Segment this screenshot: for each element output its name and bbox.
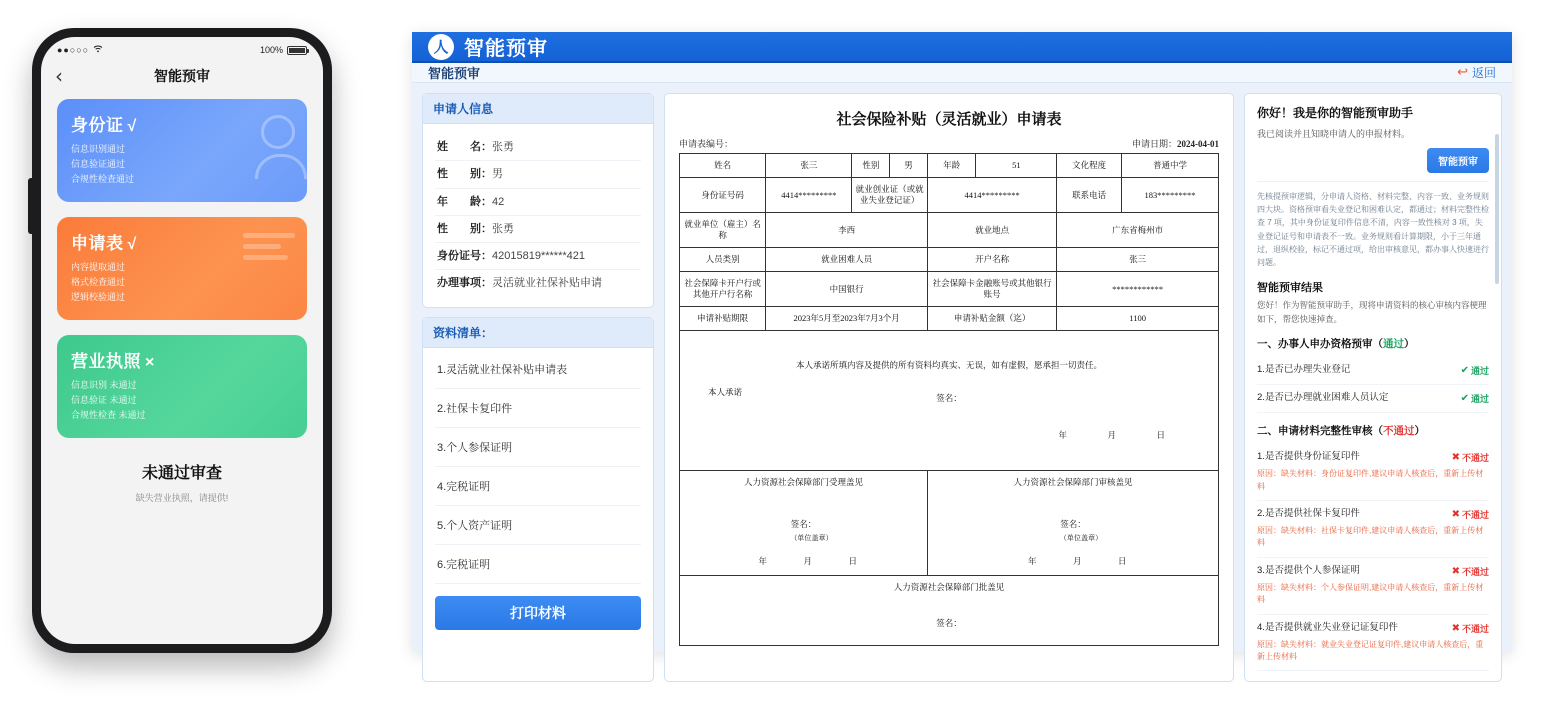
list-item[interactable]: 6.完税证明 [435, 545, 641, 584]
pledge-cell [680, 331, 1219, 471]
check-item [1257, 357, 1489, 385]
left-column [422, 93, 654, 682]
field-label: 姓 名： [437, 141, 492, 153]
cell-value: 4414********* [927, 178, 1056, 213]
review-opinion-title: 人力资源社会保障部门审核盖见 [1013, 477, 1133, 488]
cell-value: 51 [976, 154, 1057, 178]
card-line: 信息验证 未通过 [71, 395, 137, 406]
print-materials-button[interactable]: 打印材料 [435, 596, 641, 630]
check-circle-icon: ✔ [1460, 393, 1469, 405]
applicant-info-panel [422, 93, 654, 308]
field-label: 性 别： [437, 222, 492, 235]
check-row [1257, 392, 1489, 405]
field-value: 男 [492, 168, 503, 181]
assistant-greeting: 你好！我是你的智能预审助手 [1257, 106, 1414, 120]
status-badge: ✔ 通过 [1460, 365, 1489, 377]
check-label: 3.是否提供个人参保证明 [1257, 564, 1360, 576]
list-item[interactable]: 3.个人参保证明 [435, 428, 641, 467]
check-item [1257, 615, 1489, 672]
form-meta [679, 137, 1219, 150]
document-list-title: 资料清单： [423, 318, 653, 348]
application-form-table [679, 153, 1219, 646]
document-items [423, 348, 653, 584]
accept-opinion-title: 人力资源社会保障部门受理盖见 [743, 477, 863, 488]
phone-nav-bar [41, 59, 323, 93]
cell-label: 性别 [852, 154, 890, 178]
form-preview-panel[interactable] [664, 93, 1234, 682]
check-row [1257, 364, 1489, 377]
phone-mockup [32, 28, 332, 653]
cell-label: 姓名 [680, 154, 766, 178]
phone-content [41, 93, 323, 504]
check-item [1257, 501, 1489, 558]
print-button-wrap [423, 584, 653, 642]
cell-value: 普通中学 [1121, 154, 1218, 178]
assistant-panel [1244, 93, 1502, 682]
check-row [1257, 451, 1489, 464]
check-item [1257, 385, 1489, 413]
status-badge: ✖ 不通过 [1451, 452, 1489, 464]
check-reason: 原因：缺失材料：社保卡复印件,建议申请人核查后，重新上传材料 [1257, 526, 1484, 548]
battery-label: 100% [259, 45, 283, 55]
check-label: 1.是否已办理失业登记 [1257, 364, 1351, 376]
check-row [1257, 565, 1489, 578]
table-row [680, 248, 1219, 272]
sub-toolbar [412, 63, 1512, 83]
assistant-content [1245, 94, 1501, 681]
list-item[interactable]: 4.完税证明 [435, 467, 641, 506]
result-section-title: 智能预审结果 [1257, 282, 1323, 295]
cell-value: 4414********* [766, 178, 852, 213]
pledge-signature-label: 签名： [936, 393, 962, 404]
card-line: 信息识别 未通过 [71, 380, 137, 391]
form-document [665, 94, 1233, 654]
back-icon[interactable]: ‹ [55, 64, 63, 88]
cell-label: 社会保障卡金融账号或其他银行账号 [927, 272, 1056, 307]
applicant-row [435, 243, 641, 269]
pledge-date-label: 年 月 日 [1058, 430, 1181, 441]
phone-status-bar [41, 37, 323, 59]
cross-circle-icon: ✖ [1451, 452, 1460, 464]
cell-value: 张三 [1057, 248, 1219, 272]
card-application-form[interactable] [57, 217, 307, 320]
check-reason: 原因：缺失材料：就业失业登记证复印件,建议申请人核查后，重新上传材料 [1257, 639, 1484, 662]
result-section-desc: 您好！作为智能预审助手，现将申请资料的核心审核内容梗理如下，帮您快速掉查。 [1257, 300, 1487, 324]
cross-circle-icon: ✖ [1451, 509, 1460, 521]
back-button-label: 返回 [1471, 66, 1496, 80]
approval-signature: 签名： [936, 618, 962, 629]
back-arrow-icon: ↩ [1457, 65, 1468, 80]
field-value: 42015819******421 [492, 250, 585, 263]
card-line: 信息验证通过 [71, 159, 126, 170]
field-value: 张勇 [492, 222, 514, 235]
field-label: 办理事项： [437, 277, 492, 290]
cell-label: 就业单位（雇主）名称 [680, 213, 766, 248]
group-heading-completeness: 二、申请材料完整性审核（不通过） [1257, 425, 1425, 438]
applicant-panel-title: 申请人信息 [423, 94, 653, 124]
breadcrumb: 智能预审 [428, 66, 481, 81]
status-badge: ✖ 不通过 [1451, 622, 1489, 634]
wifi-icon [93, 45, 103, 55]
cell-value: 183********* [1121, 178, 1218, 213]
check-label: 2.是否提供社保卡复印件 [1257, 508, 1360, 520]
cell-value: ************ [1057, 272, 1219, 307]
applicant-row [435, 189, 641, 215]
cell-value: 广东省梅州市 [1057, 213, 1219, 248]
app-header [412, 32, 1512, 63]
approval-cell [680, 576, 1219, 646]
form-date: 申请日期：2024-04-01 [1131, 139, 1219, 149]
cross-circle-icon: ✖ [1451, 622, 1460, 634]
cell-label: 人员类别 [680, 248, 766, 272]
field-label: 性 别： [437, 168, 492, 181]
cell-label: 就业地点 [927, 213, 1056, 248]
form-title: 社会保险补贴（灵活就业）申请表 [836, 112, 1062, 128]
status-right [260, 45, 307, 55]
card-line: 逻辑校验通过 [71, 292, 126, 303]
card-line: 信息识别通过 [71, 144, 126, 154]
check-label: 4.是否提供就业失业登记证复印件 [1257, 621, 1398, 633]
cross-icon: × [145, 354, 155, 372]
list-item[interactable]: 1.灵活就业社保补贴申请表 [435, 350, 641, 389]
assistant-subtitle: 我已阅读并且知晓申请人的申报材料。 [1257, 129, 1411, 139]
cell-label: 申请补贴金额（迄） [927, 307, 1056, 331]
cell-value: 张三 [766, 154, 852, 178]
app-logo-icon: 人 [428, 34, 454, 60]
check-item [1257, 558, 1489, 615]
card-business-license[interactable] [57, 335, 307, 438]
table-row [680, 213, 1219, 248]
applicant-row [435, 216, 641, 242]
status-badge: ✖ 不通过 [1451, 509, 1489, 521]
check-icon: √ [127, 118, 137, 135]
group-heading-qualification: 一、办事人申办资格预审（通过） [1257, 338, 1415, 351]
card-line: 合规性检查通过 [71, 174, 135, 185]
field-value: 灵活就业社保补贴申请 [492, 277, 602, 290]
cell-label: 申请补贴期限 [680, 307, 766, 331]
check-row [1257, 622, 1489, 635]
review-signature: 签名： （单位盖章） [1059, 519, 1103, 543]
review-date: 年 月 日 [1027, 556, 1141, 567]
cell-value: 李西 [766, 213, 928, 248]
field-value: 42 [492, 195, 505, 208]
cell-label: 社会保障卡开户行或其他开户行名称 [680, 272, 766, 307]
table-row-final [680, 576, 1219, 646]
cell-label: 就业创业证（或就业失业登记证） [852, 178, 927, 213]
status-badge: ✖ 不通过 [1451, 565, 1489, 577]
check-icon: √ [127, 236, 137, 254]
card-line: 内容提取通过 [71, 262, 126, 273]
approval-title: 人力资源社会保障部门批盖见 [893, 582, 1005, 593]
review-result-subtitle: 缺失营业执照，请提供! [135, 493, 229, 504]
check-label: 1.是否提供身份证复印件 [1257, 451, 1360, 463]
form-serial-label: 申请表编号： [679, 139, 734, 149]
applicant-row [435, 270, 641, 296]
app-body [412, 83, 1512, 692]
card-id-card[interactable] [57, 99, 307, 202]
accept-opinion-cell [680, 471, 928, 576]
cell-label: 文化程度 [1057, 154, 1122, 178]
table-row [680, 307, 1219, 331]
assistant-action-row [1257, 148, 1489, 173]
field-label: 年 龄： [437, 195, 492, 208]
applicant-row [435, 134, 641, 160]
desktop-app-window [412, 32, 1512, 662]
pledge-label: 本人承诺 [708, 387, 743, 398]
list-item[interactable]: 5.个人资产证明 [435, 506, 641, 545]
table-row [680, 178, 1219, 213]
cell-value: 男 [890, 154, 928, 178]
accept-date: 年 月 日 [758, 556, 871, 567]
battery-icon [287, 46, 307, 55]
accept-signature: 签名： （单位盖章） [790, 519, 833, 543]
field-value: 张勇 [492, 141, 514, 153]
table-row-opinions [680, 471, 1219, 576]
applicant-row [435, 161, 641, 187]
applicant-fields [423, 124, 653, 307]
smart-review-button[interactable]: 智能预审 [1427, 148, 1489, 173]
pledge-text: 本人承诺所填内容及提供的所有资料均真实、无误，如有虚假，愿承担一切责任。 [795, 360, 1102, 371]
back-button[interactable] [1457, 64, 1496, 81]
check-item [1257, 444, 1489, 501]
cell-value: 中国银行 [766, 272, 928, 307]
card-line: 合规性检查 未通过 [71, 410, 146, 421]
cell-value: 1100 [1057, 307, 1219, 331]
table-row-pledge [680, 331, 1219, 471]
field-label: 身份证号： [437, 250, 492, 263]
card-line: 格式检查通过 [71, 277, 126, 288]
assistant-log-text: 先核提预审逻辑，分申请人资格、材料完整、内容一致、业务规则四大块。资格预审看失业登记和困难认定，都通过；材料完整性检查 7 项，其中身份证复印件信息不清，内容一致性核对 3 项，失业登记证号和申请表不一致。业务规则看计算期限，小于三年通过，退纵校验，标记不通过项，给出审核意见，都办事人快速进行问题。 [1257, 181, 1489, 269]
check-reason: 原因：缺失材料：个人参保证明,建议申请人核查后，重新上传材料 [1257, 582, 1484, 605]
card-title: 身份证 √ [71, 116, 137, 135]
cell-label: 年龄 [927, 154, 976, 178]
check-row [1257, 508, 1489, 521]
review-opinion-cell [927, 471, 1218, 576]
table-row [680, 154, 1219, 178]
signal-icon: ●●○○○ [57, 45, 90, 55]
document-list-panel [422, 317, 654, 683]
phone-screen [41, 37, 323, 644]
cell-label: 开户名称 [927, 248, 1056, 272]
review-result-title: 未通过审查 [141, 465, 222, 483]
card-title: 营业执照 × [71, 352, 155, 372]
list-item[interactable]: 2.社保卡复印件 [435, 389, 641, 428]
cell-label: 身份证号码 [680, 178, 766, 213]
check-reason: 原因：缺失材料：身份证复印件,建议申请人核查后，重新上传材料 [1257, 469, 1484, 491]
card-title: 申请表 √ [71, 234, 137, 254]
cell-value: 2023年5月至2023年7月3个月 [766, 307, 928, 331]
status-left [57, 45, 103, 55]
cross-circle-icon: ✖ [1451, 565, 1460, 577]
cell-value: 就业困难人员 [766, 248, 928, 272]
check-circle-icon: ✔ [1460, 365, 1469, 377]
check-label: 2.是否已办理就业困难人员认定 [1257, 392, 1389, 404]
cell-label: 联系电话 [1057, 178, 1122, 213]
app-title: 智能预审 [464, 38, 548, 60]
status-badge: ✔ 通过 [1460, 393, 1489, 405]
table-row [680, 272, 1219, 307]
assistant-scrollbar[interactable] [1495, 134, 1499, 284]
page-title: 智能预审 [154, 68, 210, 84]
